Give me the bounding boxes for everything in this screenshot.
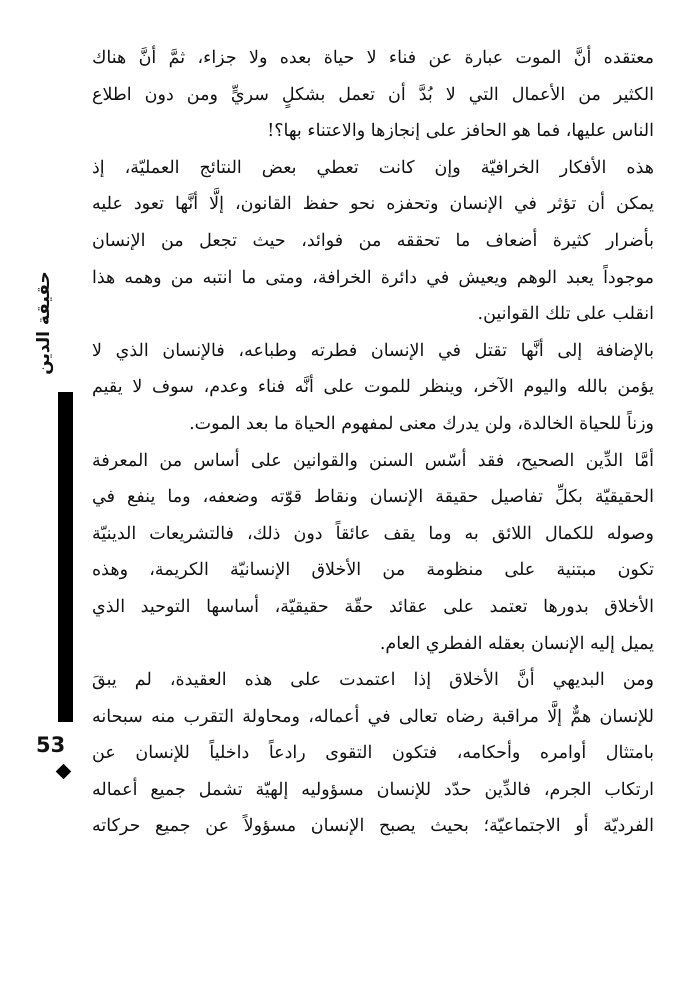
text-line: وزناً للحياة الخالدة، ولن يدرك معنى لمفهوم الحياة ما بعد الموت. (189, 413, 654, 434)
page-body (92, 40, 654, 845)
text-line: الحقيقيّة بكلِّ تفاصيل حقيقة الإنسان ونقاط قوّته وضعفه، وما ينفع في (92, 487, 655, 508)
text-line: للإنسان همٌّ إلَّا مراقبة رضاه تعالى في أعماله، ومحاولة التقرب منه سبحانه (92, 706, 654, 727)
text-line: الناس عليها، فما هو الحافز على إنجازها والاعتناء بها؟! (267, 121, 654, 142)
text-line: يميل إليه الإنسان بعقله الفطري العام. (379, 633, 654, 654)
text-line: يؤمن بالله واليوم الآخر، وينظر للموت على أنَّه فناء وعدم، سوف لا يقيم (92, 377, 654, 398)
paragraph-1 (92, 40, 654, 150)
running-header (22, 268, 66, 378)
paragraph-5 (92, 662, 654, 845)
text-line: الأخلاق بدورها تعتمد على عقائد حقّة حقيقيّة، أساسها التوحيد الذي (92, 596, 654, 617)
text-line: بالإضافة إلى أنَّها تقتل في الإنسان فطرته وطباعه، فالإنسان الذي لا (92, 340, 654, 361)
text-line: الكثير من الأعمال التي لا بُدَّ أن تعمل بشكلٍ سريٍّ ومن دون اطلاع (92, 84, 654, 105)
margin-bar (58, 392, 73, 722)
diamond-ornament-icon (56, 764, 72, 780)
text-line: وصوله للكمال اللائق به وما يقف عائقاً دون ذلك، فالتشريعات الدينيّة (92, 523, 654, 544)
text-line: ارتكاب الجرم، فالدِّين حدّد للإنسان مسؤوليه إلهيّة تشمل جميع أعماله (92, 779, 654, 800)
paragraph-3 (92, 333, 654, 443)
text-line: الفرديّة أو الاجتماعيّة؛ بحيث يصبح الإنسان مسؤولاً عن جميع حركاته (92, 816, 654, 837)
text-line: انقلب على تلك القوانين. (477, 304, 654, 325)
text-line: ومن البديهي أنَّ الأخلاق إذا اعتمدت على هذه العقيدة، لم يبقَ (92, 670, 654, 691)
paragraph-4 (92, 443, 654, 663)
text-line: أمَّا الدِّين الصحيح، فقد أسّس السنن والقوانين على أساس من المعرفة (92, 450, 654, 471)
running-header-text: حقيقة الدين (34, 271, 55, 375)
text-line: تكون مبتنية على منظومة من الأخلاق الإنسانيّة الكريمة، وهذه (92, 560, 654, 581)
text-line: يمكن أن تؤثر في الإنسان وتحفزه نحو حفظ القانون، إلَّا أنَّها تعود عليه (92, 194, 654, 215)
text-line: معتقده أنَّ الموت عبارة عن فناء لا حياة بعده ولا جزاء، ثمَّ أنَّ هناك (92, 48, 654, 68)
page-number: 53 (36, 733, 66, 757)
text-line: بأضرار كثيرة أضعاف ما تحققه من فوائد، حيث تجعل من الإنسان (92, 230, 654, 251)
text-line: بامتثال أوامره وأحكامه، فتكون التقوى رادعاً داخلياً للإنسان عن (92, 743, 654, 764)
text-line: موجوداً يعبد الوهم ويعيش في دائرة الخرافة، ومتى ما انتبه من وهمه هذا (92, 267, 654, 288)
text-line: هذه الأفكار الخرافيّة وإن كانت تعطي بعض النتائج العمليّة، إذ (92, 157, 654, 178)
paragraph-2 (92, 150, 654, 333)
